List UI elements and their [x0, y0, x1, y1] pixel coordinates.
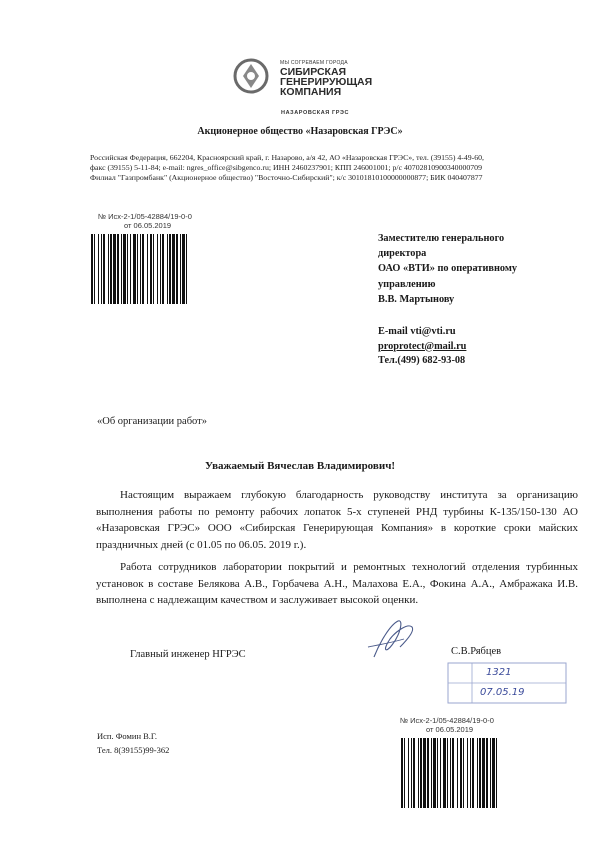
logo-tagline: МЫ СОГРЕВАЕМ ГОРОДА	[280, 60, 348, 66]
handwritten-signature	[360, 617, 430, 662]
email-line-2: proprotect@mail.ru	[378, 340, 467, 352]
address-line-3: Филиал "Газпромбанк" (Акционерное общество) "Восточно-Сибирский"; к/с 30101810100000000877; БИК 040407877	[90, 173, 483, 182]
address-line-2: факс (39155) 5-11-84; e-mail: ngres_office@sibgenco.ru; ИНН 2460237901; КПП 246001001; р/с 40702810900340000709	[90, 163, 482, 172]
executor-phone: Тел. 8(39155)99-362	[97, 745, 170, 755]
barcode-bottom	[400, 738, 500, 808]
stamp-date: 07.05.19	[480, 687, 525, 698]
barcode-label-bottom: № Исх-2-1/05-42884/19-0-0 от 06.05.2019	[400, 716, 494, 734]
paragraph-2: Работа сотрудников лаборатории покрытий и ремонтных технологий отделения турбинных установок в составе Белякова А.В., Горбачева А.Н., Малахова Е.А., Фокина А.А., Амбражака И.В. выполнена с надлежащим качеством и заслуживает высокой оценки.	[96, 561, 578, 606]
logo-company-name: СИБИРСКАЯ ГЕНЕРИРУЮЩАЯ КОМПАНИЯ	[280, 66, 373, 98]
company-logo-icon	[233, 58, 269, 94]
logo-subtitle: НАЗАРОВСКАЯ ГРЭС	[281, 110, 350, 116]
addressee-block: Заместителю генерального директора ОАО «ВТИ» по оперативному управлению В.В. Мартынову	[378, 233, 517, 305]
email-line-1: E-mail vti@vti.ru	[378, 326, 456, 337]
executor-name: Исп. Фомин В.Г.	[97, 731, 157, 741]
signer-position: Главный инженер НГРЭС	[130, 649, 246, 660]
executor-info	[97, 729, 169, 757]
barcode-label-top: № Исх-2-1/05-42884/19-0-0 от 06.05.2019	[98, 212, 192, 230]
paragraph-1: Настоящим выражаем глубокую благодарность руководству института за организацию выполнения работы по ремонту рабочих лопаток 5-х ступеней РНД турбины К-135/150-130 АО «Назаровская ГРЭС» ООО «Сибирская Генерирующая Компания» в короткие сроки майских праздничных дней (с 01.05 по 06.05. 2019 г.).	[96, 489, 578, 551]
company-title: Акционерное общество «Назаровская ГРЭС»	[197, 126, 403, 137]
barcode-top	[90, 234, 190, 304]
letter-subject: «Об организации работ»	[97, 416, 207, 427]
addressee-contacts	[378, 325, 466, 369]
signer-name: С.В.Рябцев	[451, 646, 502, 657]
phone-line: Тел.(499) 682-93-08	[378, 355, 466, 366]
greeting: Уважаемый Вячеслав Владимирович!	[204, 460, 396, 472]
stamp-number: 1321	[486, 667, 512, 678]
address-line-1: Российская Федерация, 662204, Красноярский край, г. Назарово, а/я 42, АО «Назаровская ГРЭС», тел. (39155) 4-49-60,	[90, 153, 484, 162]
incoming-stamp	[446, 661, 568, 705]
